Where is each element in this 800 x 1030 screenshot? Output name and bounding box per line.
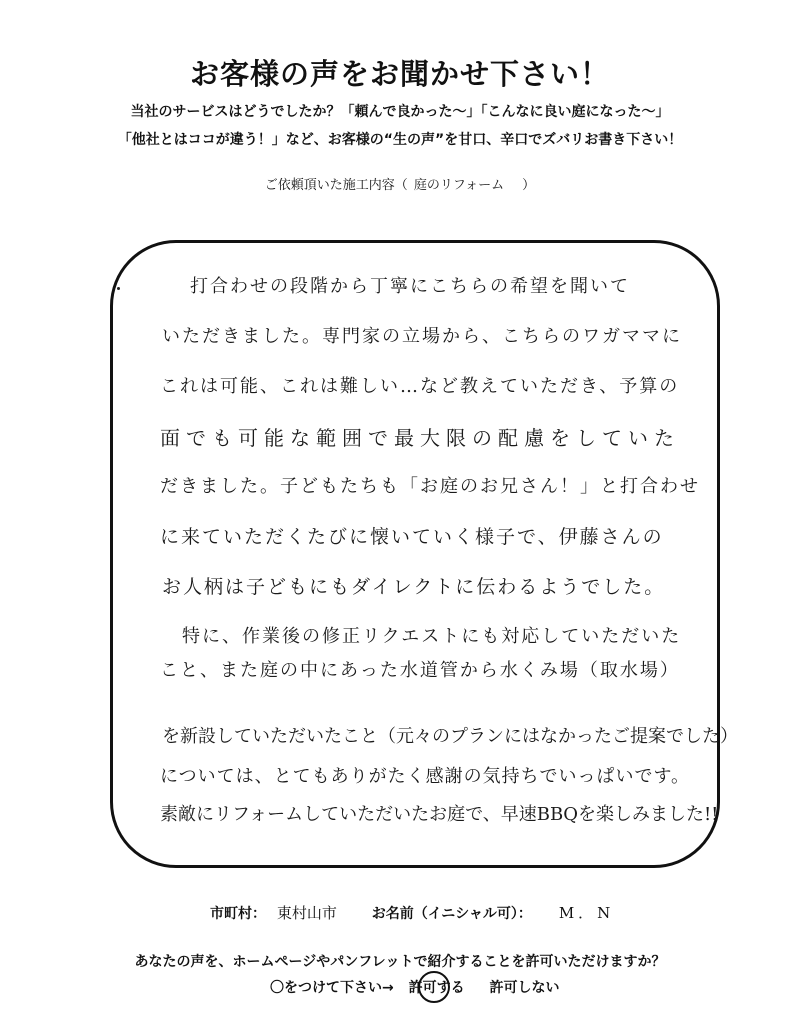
name-value: M．N xyxy=(558,904,615,922)
option-allow-label: 許可する xyxy=(408,980,465,996)
mark-instruction: 〇をつけて下さい→ xyxy=(270,980,394,996)
city-label: 市町村： xyxy=(210,906,266,922)
work-content-close: ） xyxy=(522,178,536,193)
subtitle-line-1: 当社のサービスはどうでしたか？「頼んで良かった～」「こんなに良い庭になった～」 xyxy=(130,104,670,120)
testimonial-line: 素敵にリフォームしていただいたお庭で、早速BBQを楽しみました!! xyxy=(160,804,719,825)
work-content-value: 庭のリフォーム xyxy=(413,178,505,193)
testimonial-line: いただきました。専門家の立場から、こちらのワガママに xyxy=(162,326,682,347)
testimonial-line: だきました。子どもたちも「お庭のお兄さん！」と打合わせ xyxy=(160,476,700,497)
testimonial-line: お人柄は子どもにもダイレクトに伝わるようでした。 xyxy=(162,576,666,598)
name-label: お名前（イニシャル可）： xyxy=(371,906,532,922)
customer-info-row xyxy=(210,902,614,923)
testimonial-line: を新設していただいたこと（元々のプランにはなかったご提案でした） xyxy=(162,726,738,747)
subtitle-line-2: 「他社とはココが違う！」など、お客様の“生の声”を甘口、辛口でズバリお書き下さい！ xyxy=(117,132,683,148)
work-content-label: ご依頼頂いた施工内容（ xyxy=(264,178,408,193)
testimonial-line: 面でも可能な範囲で最大限の配慮をしていた xyxy=(160,426,680,450)
option-deny[interactable]: 許可しない xyxy=(489,980,560,996)
testimonial-line: 特に、作業後の修正リクエストにも対応していただいた xyxy=(182,626,682,647)
page-title: お客様の声をお聞かせ下さい！ xyxy=(189,57,610,91)
ink-speck xyxy=(117,287,120,290)
option-allow[interactable] xyxy=(409,977,465,997)
city-value: 東村山市 xyxy=(276,904,337,922)
permission-question: あなたの声を、ホームページやパンフレットで紹介することを許可いただけますか？ xyxy=(134,954,666,970)
testimonial-line: こと、また庭の中にあった水道管から水くみ場（取水場） xyxy=(160,660,680,681)
testimonial-line: 打合わせの段階から丁寧にこちらの希望を聞いて xyxy=(190,276,630,297)
work-content-row xyxy=(0,174,800,193)
permission-row xyxy=(270,977,559,997)
hand-drawn-circle-mark xyxy=(418,971,450,1003)
testimonial-line: これは可能、これは難しい…など教えていただき、予算の xyxy=(160,376,680,397)
testimonial-line: については、とてもありがたく感謝の気持ちでいっぱいです。 xyxy=(160,766,691,787)
testimonial-line: に来ていただくたびに懐いていく様子で、伊藤さんの xyxy=(160,526,664,548)
